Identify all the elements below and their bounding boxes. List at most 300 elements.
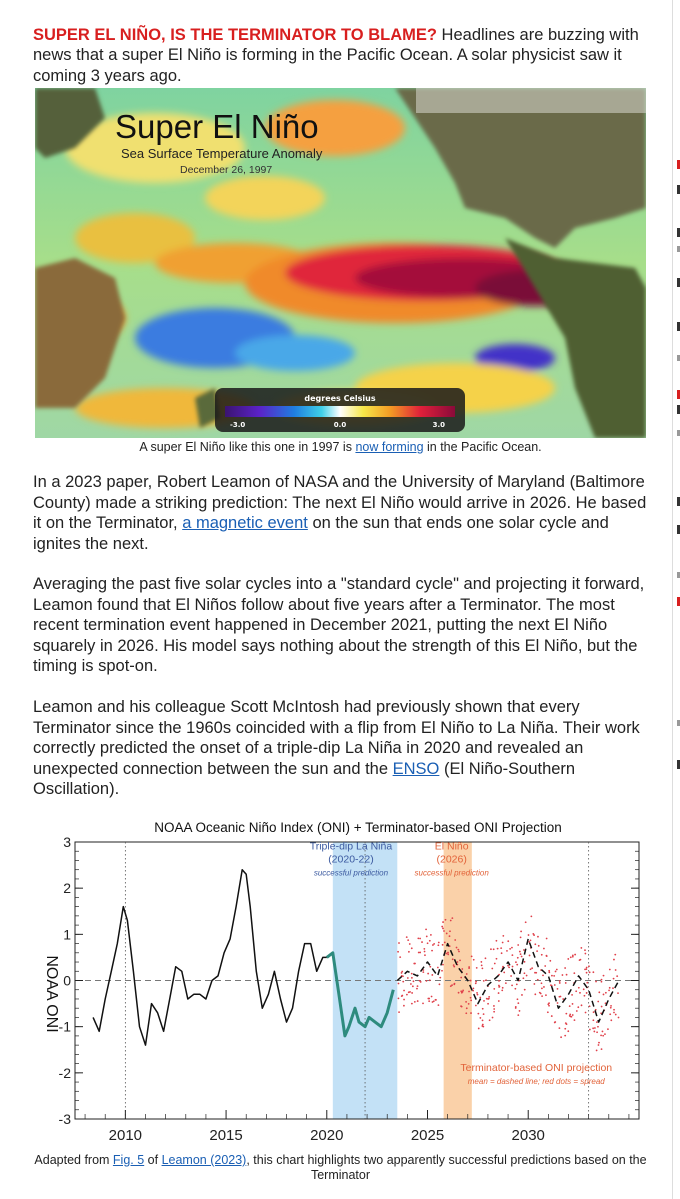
spread-dot (442, 921, 444, 923)
spread-dot (592, 1027, 594, 1029)
spread-dot (498, 1000, 500, 1002)
spread-dot (429, 940, 431, 942)
now-forming-link[interactable]: now forming (355, 440, 424, 454)
spread-dot (458, 951, 460, 953)
spread-dot (498, 986, 500, 988)
spread-dot (493, 1005, 495, 1007)
spread-dot (465, 1001, 467, 1003)
spread-dot (437, 967, 439, 969)
spread-dot (449, 935, 451, 937)
sst-anomaly-map (35, 88, 646, 438)
spread-dot (574, 954, 576, 956)
y-tick-label: -3 (58, 1111, 71, 1127)
oni-chart (33, 812, 648, 1152)
spread-dot (427, 942, 429, 944)
spread-dot (411, 992, 413, 994)
spread-dot (585, 1012, 587, 1014)
spread-dot (535, 972, 537, 974)
spread-dot (493, 948, 495, 950)
spread-dot (603, 975, 605, 977)
spread-dot (556, 969, 558, 971)
spread-dot (401, 972, 403, 974)
spread-dot (414, 1001, 416, 1003)
spread-dot (597, 1001, 599, 1003)
map-caption-text: A super El Niño like this one in 1997 is (139, 440, 356, 454)
lead-text: Headlines are buzzing with news that a super El Niño is forming in the Pacific Ocean. A solar physicist saw it coming 3 years ago. (33, 25, 639, 85)
spread-dot (609, 1013, 611, 1015)
spread-dot (562, 974, 564, 976)
spread-dot (583, 988, 585, 990)
spread-dot (457, 949, 459, 951)
spread-dot (468, 967, 470, 969)
spread-dot (441, 926, 443, 928)
spread-dot (398, 997, 400, 999)
spread-dot (401, 995, 403, 997)
spread-dot (431, 974, 433, 976)
spread-dot (446, 953, 448, 955)
spread-dot (533, 934, 535, 936)
magnetic-event-link[interactable]: a magnetic event (182, 514, 308, 533)
spread-dot (560, 1036, 562, 1038)
spread-dot (402, 975, 404, 977)
spread-dot (481, 967, 483, 969)
spread-dot (460, 977, 462, 979)
spread-dot (564, 1035, 566, 1037)
spread-dot (576, 1010, 578, 1012)
spread-dot (610, 1007, 612, 1009)
spread-dot (408, 951, 410, 953)
spread-dot (470, 1012, 472, 1014)
spread-dot (592, 1019, 594, 1021)
spread-dot (399, 956, 401, 958)
spread-dot (577, 1006, 579, 1008)
spread-dot (427, 973, 429, 975)
projection-spread-dots (397, 915, 619, 1051)
spread-dot (503, 972, 505, 974)
spread-dot (594, 1027, 596, 1029)
spread-dot (572, 954, 574, 956)
spread-dot (557, 1002, 559, 1004)
spread-dot (541, 995, 543, 997)
spread-dot (584, 953, 586, 955)
spread-dot (584, 995, 586, 997)
spread-dot (466, 973, 468, 975)
paragraph-3-text: Leamon and his colleague Scott McIntosh had previously shown that every Terminator since the 1960s coincided with a flip from El Niño to La Niña. Their work correctly predicted the onset of a triple-dip La Niña in 2020 and revealed an unexpected connection between the sun and the (33, 698, 640, 778)
spread-dot (453, 964, 455, 966)
spread-dot (478, 1028, 480, 1030)
spread-dot (589, 1005, 591, 1007)
spread-dot (475, 981, 477, 983)
spread-dot (456, 947, 458, 949)
spread-dot (427, 998, 429, 1000)
spread-dot (572, 1014, 574, 1016)
spread-dot (475, 982, 477, 984)
spread-dot (439, 977, 441, 979)
spread-dot (520, 936, 522, 938)
spread-dot (613, 959, 615, 961)
annotation-line: (2020-22) (328, 853, 374, 866)
spread-dot (422, 971, 424, 973)
spread-dot (575, 990, 577, 992)
spread-dot (526, 975, 528, 977)
spread-dot (533, 983, 535, 985)
oni-chart-svg (33, 812, 648, 1152)
spread-dot (402, 981, 404, 983)
annotation-note: successful prediction (414, 868, 489, 878)
spread-dot (418, 952, 420, 954)
spread-dot (539, 992, 541, 994)
spread-dot (430, 934, 432, 936)
chart-caption-mid: of (144, 1153, 162, 1167)
spread-dot (479, 997, 481, 999)
map-date: December 26, 1997 (180, 164, 273, 176)
paragraph-3-text-end: (El Niño-Southern Oscillation). (33, 759, 576, 799)
spread-dot (483, 980, 485, 982)
spread-dot (496, 940, 498, 942)
spread-dot (480, 961, 482, 963)
spread-dot (555, 971, 557, 973)
spread-dot (596, 1021, 598, 1023)
spread-dot (498, 992, 500, 994)
chart-caption-text-end: , this chart highlights two apparently successful predictions based on the Terminator (246, 1153, 647, 1182)
spread-dot (613, 1012, 615, 1014)
spread-dot (506, 950, 508, 952)
enso-link[interactable]: ENSO (392, 759, 440, 778)
spread-dot (530, 915, 532, 917)
spread-dot (571, 994, 573, 996)
spread-dot (559, 980, 561, 982)
spread-dot (424, 951, 426, 953)
y-tick-label: 1 (63, 926, 71, 943)
spread-dot (596, 1031, 598, 1033)
spread-dot (487, 998, 489, 1000)
spread-dot (442, 964, 444, 966)
spread-dot (602, 1035, 604, 1037)
annotation-note: successful prediction (313, 868, 389, 878)
right-sidebar-edge (672, 0, 680, 1199)
spread-dot (460, 990, 462, 992)
spread-dot (413, 963, 415, 965)
spread-dot (530, 968, 532, 970)
spread-dot (593, 1011, 595, 1013)
spread-dot (496, 958, 498, 960)
paragraph-1-text: In a 2023 paper, Robert Leamon of NASA and the University of Maryland (Baltimore County) made a striking prediction: The next El Niño would arrive in 2026. He based it on the Terminator, (33, 473, 647, 533)
spread-dot (565, 1013, 567, 1015)
spread-dot (470, 997, 472, 999)
spread-dot (457, 961, 459, 963)
spread-dot (531, 967, 533, 969)
spread-dot (559, 1027, 561, 1029)
x-tick-label: 2030 (511, 1127, 545, 1144)
spread-dot (519, 951, 521, 953)
x-tick-label: 2025 (410, 1127, 445, 1144)
spread-dot (541, 982, 543, 984)
spread-dot (548, 1005, 550, 1007)
spread-dot (593, 1031, 595, 1033)
spread-dot (431, 996, 433, 998)
spread-dot (512, 966, 514, 968)
spread-dot (581, 1004, 583, 1006)
spread-dot (458, 992, 460, 994)
paragraph-2: Averaging the past five solar cycles into a "standard cycle" and projecting it forward, Leamon found that El Niños follow about five years after a Terminator. The most recent termination event happened in December 2021, putting the next El Niño squarely in 2026. His model says nothing about the strength of this El Niño, but the timing is spot-on. (33, 575, 645, 676)
spread-dot (517, 1002, 519, 1004)
spread-dot (600, 1034, 602, 1036)
spread-dot (541, 987, 543, 989)
spread-dot (446, 933, 448, 935)
spread-dot (489, 1019, 491, 1021)
headline: SUPER EL NIÑO, IS THE TERMINATOR TO BLAME? (33, 25, 437, 44)
spread-dot (615, 1014, 617, 1016)
spread-dot (516, 964, 518, 966)
spread-dot (423, 948, 425, 950)
spread-dot (406, 994, 408, 996)
spread-dot (510, 975, 512, 977)
spread-dot (524, 972, 526, 974)
spread-dot (592, 971, 594, 973)
spread-dot (417, 985, 419, 987)
spread-dot (586, 967, 588, 969)
spread-dot (417, 1000, 419, 1002)
spread-dot (433, 1000, 435, 1002)
spread-dot (498, 980, 500, 982)
spread-dot (502, 942, 504, 944)
spread-dot (608, 989, 610, 991)
spread-dot (597, 1026, 599, 1028)
y-tick-label: 2 (63, 880, 71, 897)
spread-dot (545, 994, 547, 996)
spread-dot (521, 994, 523, 996)
spread-dot (521, 956, 523, 958)
spread-dot (607, 1028, 609, 1030)
spread-dot (424, 954, 426, 956)
spread-dot (546, 955, 548, 957)
spread-dot (447, 952, 449, 954)
spread-dot (417, 938, 419, 940)
spread-dot (501, 952, 503, 954)
spread-dot (410, 983, 412, 985)
colorbar (215, 388, 465, 432)
spread-dot (425, 928, 427, 930)
spread-dot (564, 1028, 566, 1030)
spread-dot (609, 987, 611, 989)
spread-dot (616, 975, 618, 977)
spread-dot (580, 947, 582, 949)
spread-dot (572, 1003, 574, 1005)
spread-dot (553, 975, 555, 977)
spread-dot (609, 969, 611, 971)
spread-dot (569, 1014, 571, 1016)
spread-dot (584, 949, 586, 951)
map-subtitle: Sea Surface Temperature Anomaly (121, 146, 323, 161)
spread-dot (507, 965, 509, 967)
spread-dot (570, 956, 572, 958)
spread-dot (538, 945, 540, 947)
spread-dot (432, 944, 434, 946)
spread-dot (560, 996, 562, 998)
paragraph-3 (33, 697, 648, 800)
spread-dot (586, 972, 588, 974)
annotation-line: Triple-dip La Niña (309, 840, 393, 853)
spread-dot (411, 977, 413, 979)
spread-dot (411, 973, 413, 975)
spread-dot (412, 985, 414, 987)
chart-caption-text: Adapted from (34, 1153, 113, 1167)
spread-dot (542, 974, 544, 976)
spread-dot (565, 1022, 567, 1024)
spread-dot (516, 983, 518, 985)
spread-dot (465, 1012, 467, 1014)
spread-dot (598, 1042, 600, 1044)
map-caption-text-end: in the Pacific Ocean. (423, 440, 542, 454)
annotation-1 (415, 841, 490, 878)
spread-dot (601, 979, 603, 981)
chart-caption (33, 1153, 648, 1183)
spread-dot (534, 943, 536, 945)
spread-dot (604, 1033, 606, 1035)
spread-dot (603, 994, 605, 996)
spread-dot (501, 989, 503, 991)
spread-dot (570, 1016, 572, 1018)
spread-dot (511, 947, 513, 949)
spread-dot (426, 980, 428, 982)
spread-dot (528, 934, 530, 936)
spread-dot (491, 968, 493, 970)
spread-dot (482, 1024, 484, 1026)
spread-dot (519, 1010, 521, 1012)
spread-dot (419, 980, 421, 982)
y-tick-label: 3 (63, 834, 71, 850)
spread-dot (438, 942, 440, 944)
spread-dot (409, 943, 411, 945)
annotation-2 (460, 1062, 612, 1086)
spread-dot (407, 939, 409, 941)
spread-dot (450, 920, 452, 922)
spread-dot (482, 1008, 484, 1010)
chart-ylabel: NOAA ONI (43, 955, 60, 1033)
spread-dot (409, 991, 411, 993)
spread-dot (546, 938, 548, 940)
spread-dot (451, 917, 453, 919)
spread-dot (421, 941, 423, 943)
spread-dot (442, 928, 444, 930)
fig5-link[interactable]: Fig. 5 (112, 1153, 145, 1167)
spread-dot (411, 947, 413, 949)
spread-dot (618, 1017, 620, 1019)
spread-dot (505, 982, 507, 984)
spread-dot (524, 961, 526, 963)
annotation-line: (2026) (436, 853, 467, 866)
spread-dot (470, 999, 472, 1001)
spread-dot (617, 992, 619, 994)
spread-dot (476, 967, 478, 969)
spread-dot (494, 963, 496, 965)
spread-dot (559, 982, 561, 984)
paragraph-1-text-end: on the sun that ends one solar cycle and ignites the next. (33, 514, 609, 553)
lead-paragraph (33, 25, 648, 87)
spread-dot (439, 983, 441, 985)
spread-dot (515, 1006, 517, 1008)
chart-title: NOAA Oceanic Niño Index (ONI) + Terminator-based ONI Projection (154, 820, 562, 835)
spread-dot (449, 930, 451, 932)
colorbar-gradient (225, 406, 455, 417)
spread-dot (548, 1002, 550, 1004)
spread-dot (548, 970, 550, 972)
spread-dot (550, 984, 552, 986)
spread-dot (493, 1008, 495, 1010)
spread-dot (475, 1005, 477, 1007)
spread-dot (566, 974, 568, 976)
spread-dot (548, 971, 550, 973)
spread-dot (477, 994, 479, 996)
x-tick-label: 2015 (209, 1127, 243, 1144)
spread-dot (567, 1030, 569, 1032)
spread-dot (483, 1000, 485, 1002)
spread-dot (544, 965, 546, 967)
spread-dot (595, 981, 597, 983)
spread-dot (444, 942, 446, 944)
spread-dot (459, 959, 461, 961)
spread-dot (497, 948, 499, 950)
spread-dot (416, 988, 418, 990)
spread-dot (522, 977, 524, 979)
spread-dot (468, 1003, 470, 1005)
spread-dot (514, 988, 516, 990)
colorbar-tick-max: 3.0 (432, 421, 445, 429)
colorbar-tick-min: -3.0 (230, 421, 246, 429)
spread-dot (442, 944, 444, 946)
spread-dot (589, 971, 591, 973)
colorbar-label: degrees Celsius (304, 394, 376, 403)
spread-dot (429, 979, 431, 981)
spread-dot (483, 1013, 485, 1015)
spread-dot (517, 944, 519, 946)
spread-dot (450, 985, 452, 987)
spread-dot (549, 960, 551, 962)
spread-dot (586, 982, 588, 984)
spread-dot (551, 975, 553, 977)
y-tick-label: -1 (58, 1018, 71, 1035)
spread-dot (547, 1011, 549, 1013)
leamon-2023-link[interactable]: Leamon (2023) (161, 1153, 247, 1167)
spread-dot (406, 936, 408, 938)
spread-dot (482, 1026, 484, 1028)
spread-dot (578, 987, 580, 989)
spread-dot (541, 954, 543, 956)
spread-dot (537, 979, 539, 981)
sst-map-graphic (35, 88, 646, 438)
spread-dot (524, 989, 526, 991)
spread-dot (437, 944, 439, 946)
spread-dot (435, 999, 437, 1001)
spread-dot (481, 965, 483, 967)
spread-dot (602, 1031, 604, 1033)
spread-dot (429, 966, 431, 968)
spread-dot (454, 983, 456, 985)
spread-dot (579, 992, 581, 994)
spread-dot (482, 1020, 484, 1022)
spread-dot (551, 1015, 553, 1017)
spread-dot (490, 948, 492, 950)
spread-dot (431, 950, 433, 952)
spread-dot (517, 998, 519, 1000)
spread-dot (473, 959, 475, 961)
spread-dot (447, 954, 449, 956)
spread-dot (605, 992, 607, 994)
spread-dot (523, 949, 525, 951)
spread-dot (598, 991, 600, 993)
spread-dot (534, 993, 536, 995)
y-tick-label: -2 (58, 1064, 71, 1081)
